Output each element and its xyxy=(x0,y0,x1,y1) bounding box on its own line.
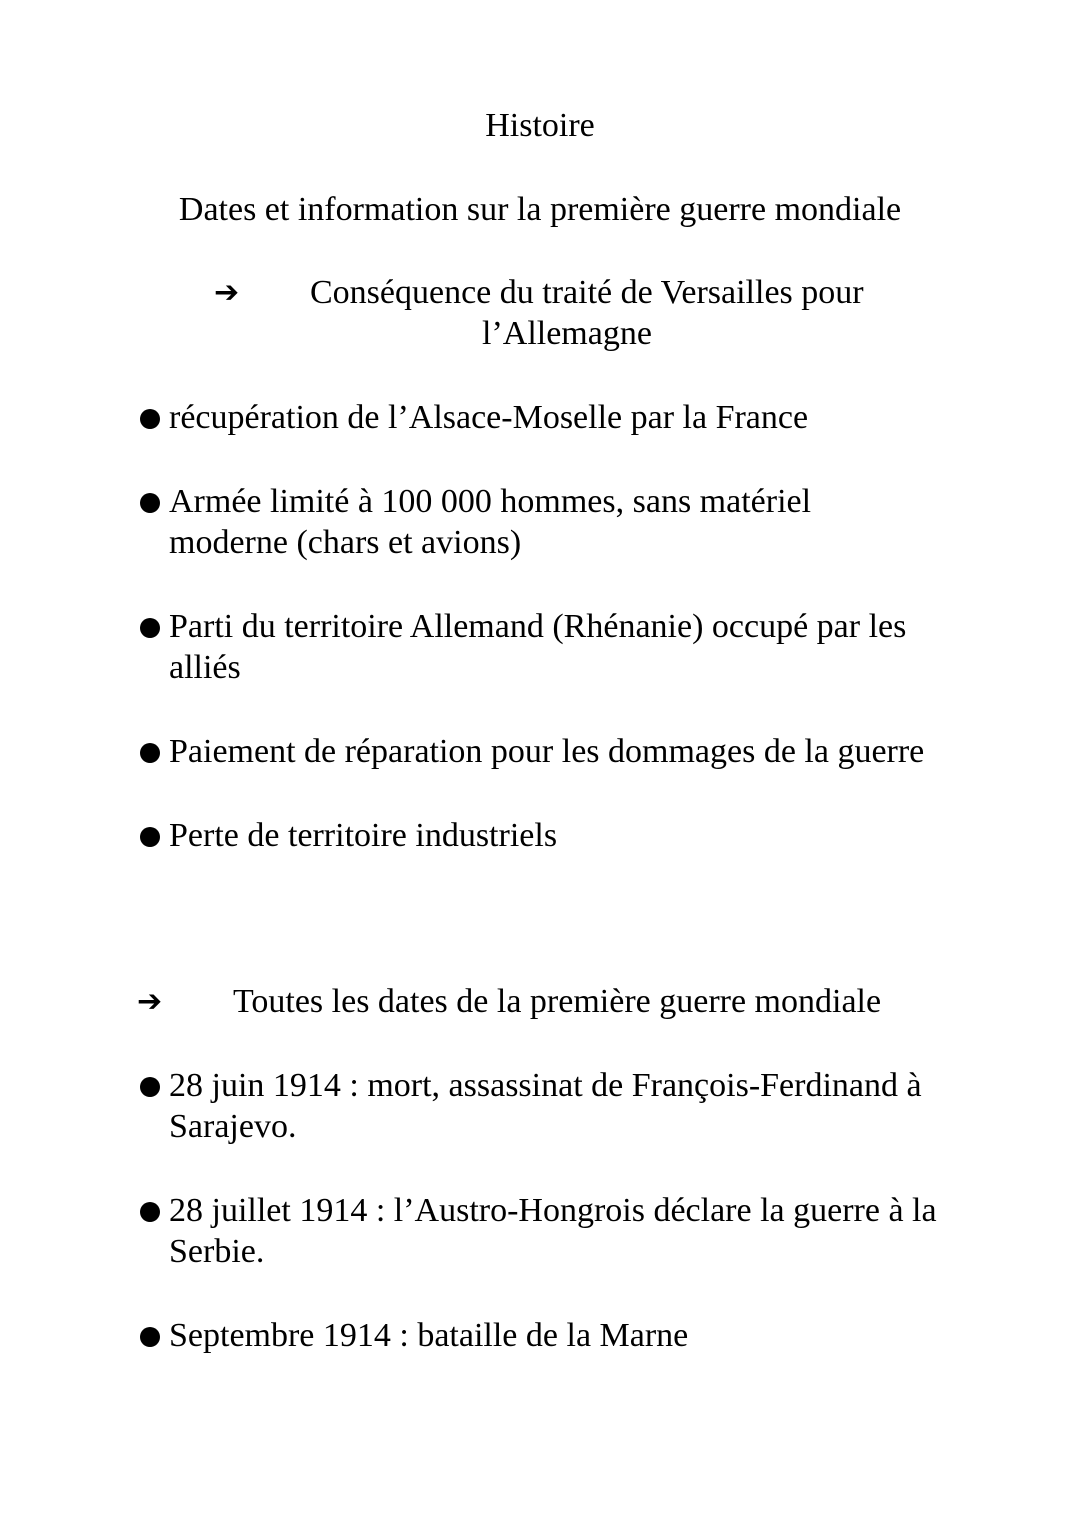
bullet-icon xyxy=(140,493,160,513)
list-item-text: 28 juillet 1914 : l’Austro-Hongrois déclare la guerre à la Serbie. xyxy=(169,1192,937,1270)
bullet-icon xyxy=(140,827,160,847)
bullet-icon xyxy=(140,1077,160,1097)
arrow-right-icon: ➔ xyxy=(214,275,240,310)
list-item-text: récupération de l’Alsace-Moselle par la France xyxy=(169,399,809,436)
page-subtitle: Dates et information sur la première guerre mondiale xyxy=(178,191,902,228)
section-heading-versailles-continued: l’Allemagne xyxy=(482,315,652,352)
bullet-icon xyxy=(140,618,160,638)
section-heading-versailles: Conséquence du traité de Versailles pour xyxy=(310,274,864,311)
list-item-text: Paiement de réparation pour les dommages de la guerre xyxy=(169,733,925,770)
list-item-text: Septembre 1914 : bataille de la Marne xyxy=(169,1317,689,1354)
bullet-icon xyxy=(140,409,160,429)
arrow-right-icon: ➔ xyxy=(137,984,163,1019)
bullet-icon xyxy=(140,743,160,763)
page-title: Histoire xyxy=(485,107,595,144)
list-item-text: Parti du territoire Allemand (Rhénanie) occupé par les alliés xyxy=(169,608,907,686)
bullet-icon xyxy=(140,1327,160,1347)
bullet-icon xyxy=(140,1202,160,1222)
section-heading-dates: Toutes les dates de la première guerre mondiale xyxy=(233,983,882,1020)
list-item-text: Armée limité à 100 000 hommes, sans matériel moderne (chars et avions) xyxy=(169,483,812,561)
list-item-text: 28 juin 1914 : mort, assassinat de François-Ferdinand à Sarajevo. xyxy=(169,1067,922,1145)
list-item-text: Perte de territoire industriels xyxy=(169,817,558,854)
